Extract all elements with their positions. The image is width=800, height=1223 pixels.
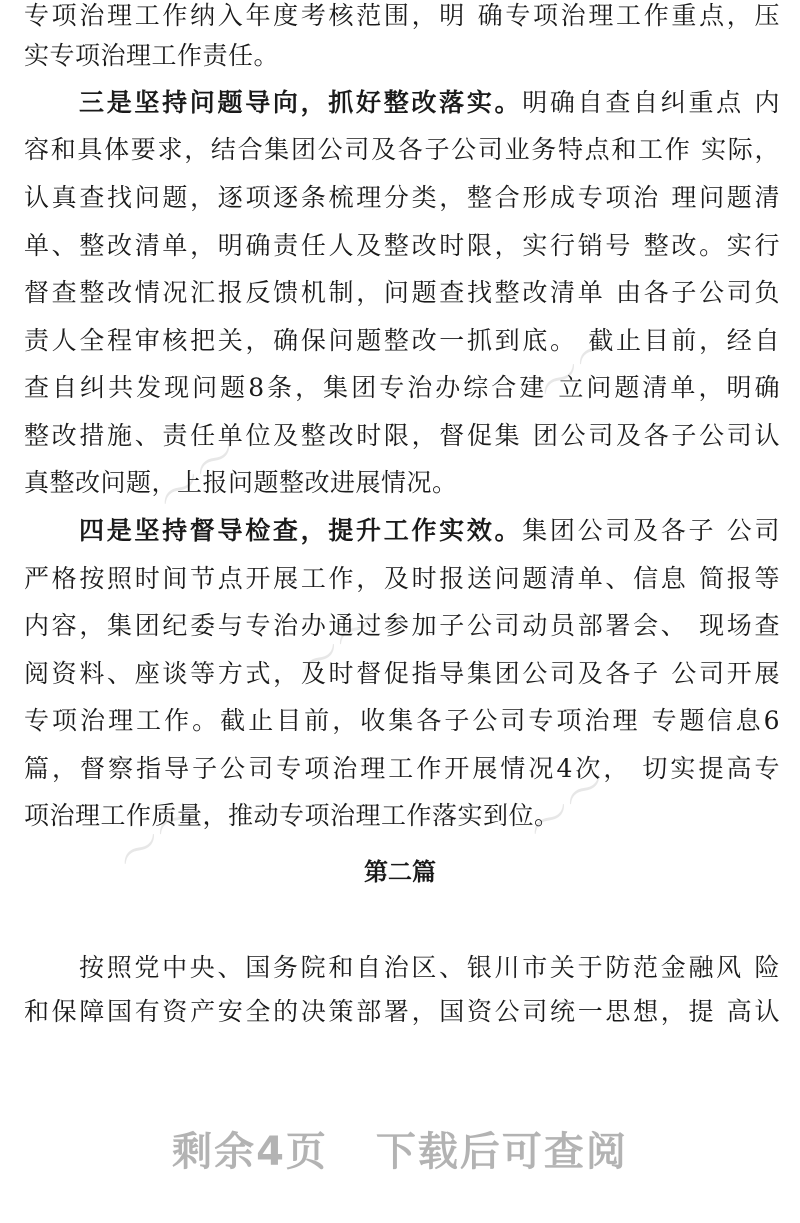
body-line: 阅资料、座谈等方式，及时督促指导集团公司及各子 公司开展 [24,659,780,688]
body-line: 整改措施、责任单位及整改时限，督促集 团公司及各子公司认 [24,421,780,450]
paragraph-lead-line [79,516,780,546]
body-line: 专项治理工作。截止目前，收集各子公司专项治理 专题信息6 [24,706,780,735]
body-line: 严格按照时间节点开展工作，及时报送问题清单、信息 简报等 [24,564,780,593]
bold-lead: 四是坚持督导检查，提升工作实效。 [79,516,523,545]
watermark: 〜〜 [525,315,631,416]
watermark: 〜〜 [515,755,621,856]
body-line: 篇，督察指导子公司专项治理工作开展情况4次， 切实提高专 [24,754,780,783]
body-line: 按照党中央、国务院和自治区、银川市关于防范金融风 险 [79,953,780,982]
download-to-view-label: 下载后可查阅 [375,1129,628,1175]
body-line: 责人全程审核把关，确保问题整改一抓到底。 截止目前，经自 [24,326,780,355]
lead-rest: 明确自查自纠重点 内 [522,88,780,117]
watermark: 〜〜 [105,785,211,886]
remaining-pages-label: 剩余4页 [172,1129,328,1175]
body-line: 查自纠共发现问题8条，集团专治办综合建 立问题清单，明确 [24,373,780,402]
body-line: 项治理工作质量，推动专项治理工作落实到位。 [24,801,560,830]
body-line: 内容，集团纪委与专治办通过参加子公司动员部署会、 现场查 [24,611,780,640]
paragraph-lead-line [79,88,780,118]
lead-rest: 集团公司及各子 公司 [522,516,780,545]
body-line: 实专项治理工作责任。 [24,41,280,70]
section-heading: 第二篇 [364,858,436,886]
body-line: 单、整改清单，明确责任人及整改时限，实行销号 整改。实行 [24,231,780,260]
body-line: 和保障国有资产安全的决策部署，国资公司统一思想，提 高认 [24,997,780,1026]
body-line: 专项治理工作纳入年度考核范围，明 确专项治理工作重点，压 [24,1,780,30]
body-line: 督查整改情况汇报反馈机制，问题查找整改清单 由各子公司负 [24,278,780,307]
body-line: 容和具体要求，结合集团公司及各子公司业务特点和工作 实际， [24,135,780,164]
watermark: 〜〜 [285,595,391,696]
download-prompt[interactable] [0,1120,800,1177]
body-line: 真整改问题，上报问题整改进展情况。 [24,468,458,497]
bold-lead: 三是坚持问题导向，抓好整改落实。 [79,88,523,117]
watermark: 〜〜 [145,425,251,526]
body-line: 认真查找问题，逐项逐条梳理分类，整合形成专项治 理问题清 [24,183,780,212]
